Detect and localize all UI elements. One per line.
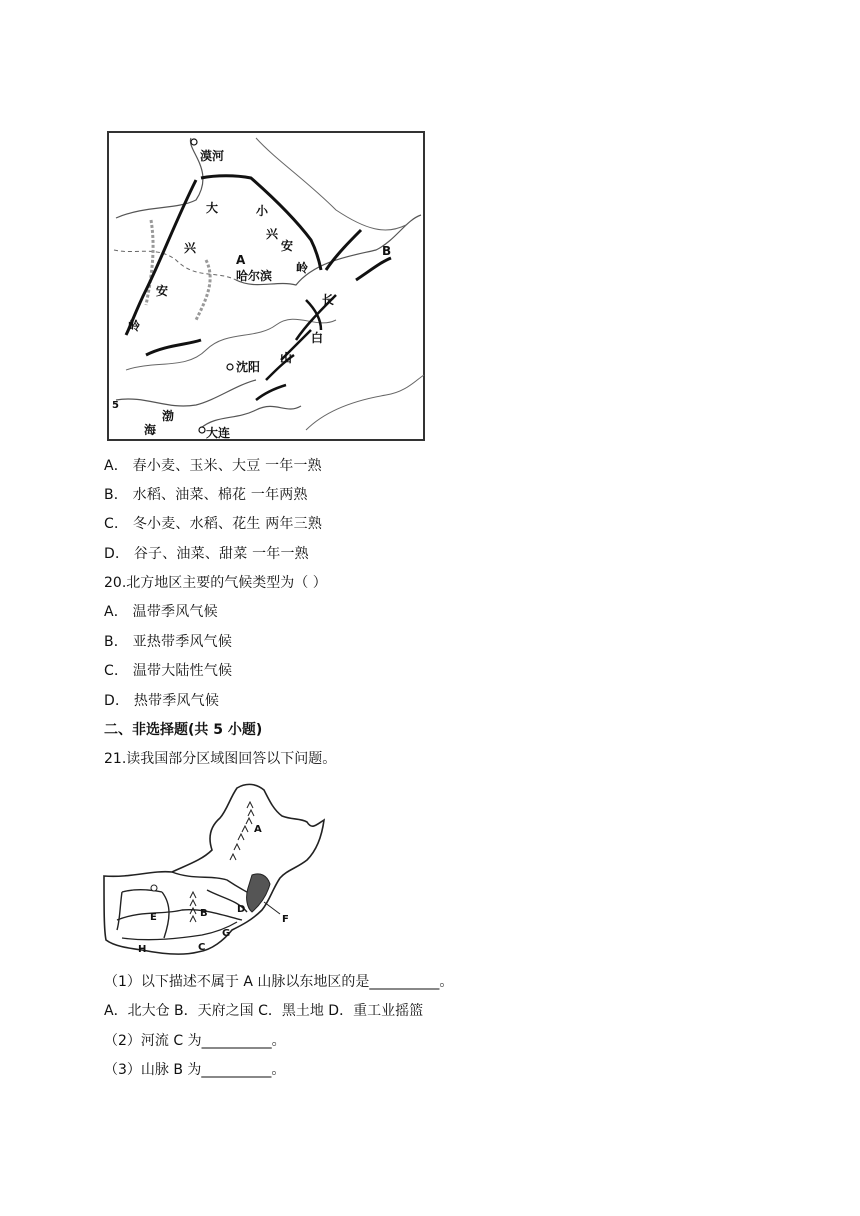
label-five: 5 (112, 400, 119, 411)
section-heading: 二、非选择题(共 5 小题) (104, 722, 263, 738)
label-xiao: 小 (256, 204, 269, 218)
label-shan: 山 (280, 351, 293, 365)
region-map-svg (102, 780, 328, 964)
q20-option-a: A． 温带季风气候 (104, 604, 218, 620)
q20-option-b: B． 亚热带季风气候 (104, 634, 233, 650)
map2-label-f: F (282, 914, 289, 925)
dalian-city-marker (199, 427, 205, 433)
q21-sub1-options: A．北大仓 B．天府之国 C．黑土地 D．重工业摇篮 (104, 1003, 424, 1019)
map2-label-d: D (237, 904, 246, 915)
shenyang-city-marker (227, 364, 233, 370)
mohe-city-marker (191, 139, 197, 145)
label-dalian: 大连 (206, 426, 231, 440)
label-shenyang: 沈阳 (236, 360, 261, 374)
q20-option-d: D． 热带季风气候 (104, 693, 220, 709)
label-ling2: 岭 (296, 261, 309, 275)
q19-option-d: D． 谷子、油菜、甜菜 一年一熟 (104, 546, 309, 562)
q20-option-c: C． 温带大陆性气候 (104, 663, 233, 679)
label-b: B (382, 244, 392, 258)
q20-stem: 20.北方地区主要的气候类型为（ ） (104, 575, 327, 591)
map2-label-c: C (198, 942, 206, 953)
label-hai: 海 (144, 423, 157, 437)
northeast-map-svg (106, 130, 426, 442)
label-bai: 白 (311, 331, 324, 345)
label-ling1: 岭 (128, 319, 141, 333)
label-an2: 安 (281, 239, 294, 253)
q21-sub1: （1）以下描述不属于 A 山脉以东地区的是__________。 (104, 974, 454, 990)
q19-option-a: A． 春小麦、玉米、大豆 一年一熟 (104, 458, 322, 474)
map2-label-b: B (200, 908, 208, 919)
map2-label-e: E (150, 912, 157, 923)
label-harbin: 哈尔滨 (236, 269, 273, 283)
label-a: A (236, 253, 246, 267)
label-chang: 长 (322, 293, 335, 307)
q19-option-b: B． 水稻、油菜、棉花 一年两熟 (104, 487, 308, 503)
label-xing1: 兴 (184, 241, 197, 255)
label-an1: 安 (156, 284, 169, 298)
map2-label-g: G (222, 928, 231, 939)
northeast-map (106, 130, 426, 442)
label-da: 大 (206, 201, 219, 215)
q21-sub2: （2）河流 C 为__________。 (104, 1033, 286, 1049)
region-map (102, 780, 328, 964)
q21-sub3: （3）山脉 B 为__________。 (104, 1062, 286, 1078)
label-mohe: 漠河 (200, 149, 225, 163)
q21-stem: 21.读我国部分区域图回答以下问题。 (104, 751, 337, 767)
label-bo: 渤 (162, 409, 175, 423)
map2-label-h: H (138, 944, 147, 955)
map2-label-a: A (254, 824, 262, 835)
label-xing2: 兴 (266, 227, 279, 241)
q19-option-c: C． 冬小麦、水稻、花生 两年三熟 (104, 516, 323, 532)
